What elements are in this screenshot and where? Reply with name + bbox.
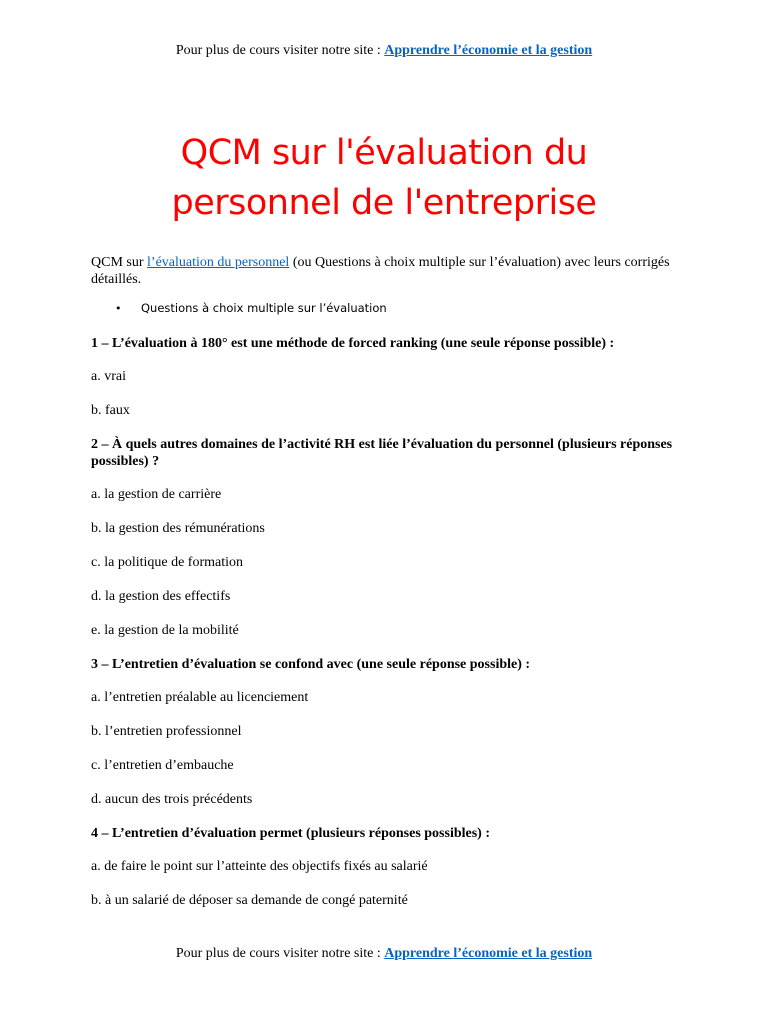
question-1-answer-b: b. faux [91, 403, 130, 418]
question-2-answer-d: d. la gestion des effectifs [91, 589, 231, 604]
document-body [91, 254, 681, 926]
section-bullet-label: Questions à choix multiple sur l’évaluation [141, 301, 387, 315]
question-3-answer-b: b. l’entretien professionnel [91, 724, 242, 739]
question-2-answer-c: c. la politique de formation [91, 555, 244, 570]
question-1-answer-a: a. vrai [91, 369, 126, 384]
page-footer [0, 945, 768, 963]
question-3-answer-a: a. l’entretien préalable au licenciement [91, 690, 309, 705]
header-site-link[interactable]: Apprendre l’économie et la gestion [384, 43, 593, 58]
footer-site-link[interactable]: Apprendre l’économie et la gestion [384, 946, 593, 961]
section-bullet [91, 300, 681, 317]
question-2-answer-e: e. la gestion de la mobilité [91, 623, 239, 638]
intro-text-end: (ou Questions à choix multiple sur l’évaluation) avec leurs corrigés détaillés. [91, 255, 670, 287]
question-1: 1 – L’évaluation à 180° est une méthode de forced ranking (une seule réponse possible) : [91, 336, 615, 351]
question-3-answer-c: c. l’entretien d’embauche [91, 758, 234, 773]
document-title [0, 128, 768, 228]
intro-link[interactable]: l’évaluation du personnel [147, 255, 290, 270]
page-header [0, 42, 768, 60]
question-4-answer-b: b. à un salarié de déposer sa demande de congé paternité [91, 893, 408, 908]
title-line-1: QCM sur l'évaluation du [180, 133, 588, 173]
footer-prefix: Pour plus de cours visiter notre site : [175, 946, 385, 961]
question-2: 2 – À quels autres domaines de l’activité RH est liée l’évaluation du personnel (plusieurs réponses possibles) ? [91, 437, 673, 469]
question-4: 4 – L’entretien d’évaluation permet (plusieurs réponses possibles) : [91, 826, 490, 841]
header-prefix: Pour plus de cours visiter notre site : [175, 43, 385, 58]
question-3: 3 – L’entretien d’évaluation se confond avec (une seule réponse possible) : [91, 657, 531, 672]
question-2-answer-a: a. la gestion de carrière [91, 487, 222, 502]
question-3-answer-d: d. aucun des trois précédents [91, 792, 253, 807]
title-line-2: personnel de l'entreprise [171, 183, 597, 223]
question-2-answer-b: b. la gestion des rémunérations [91, 521, 265, 536]
question-4-answer-a: a. de faire le point sur l’atteinte des objectifs fixés au salarié [91, 859, 428, 874]
bullet-icon: • [115, 302, 122, 315]
intro-text-start: QCM sur [91, 255, 148, 270]
intro-paragraph [91, 254, 681, 288]
